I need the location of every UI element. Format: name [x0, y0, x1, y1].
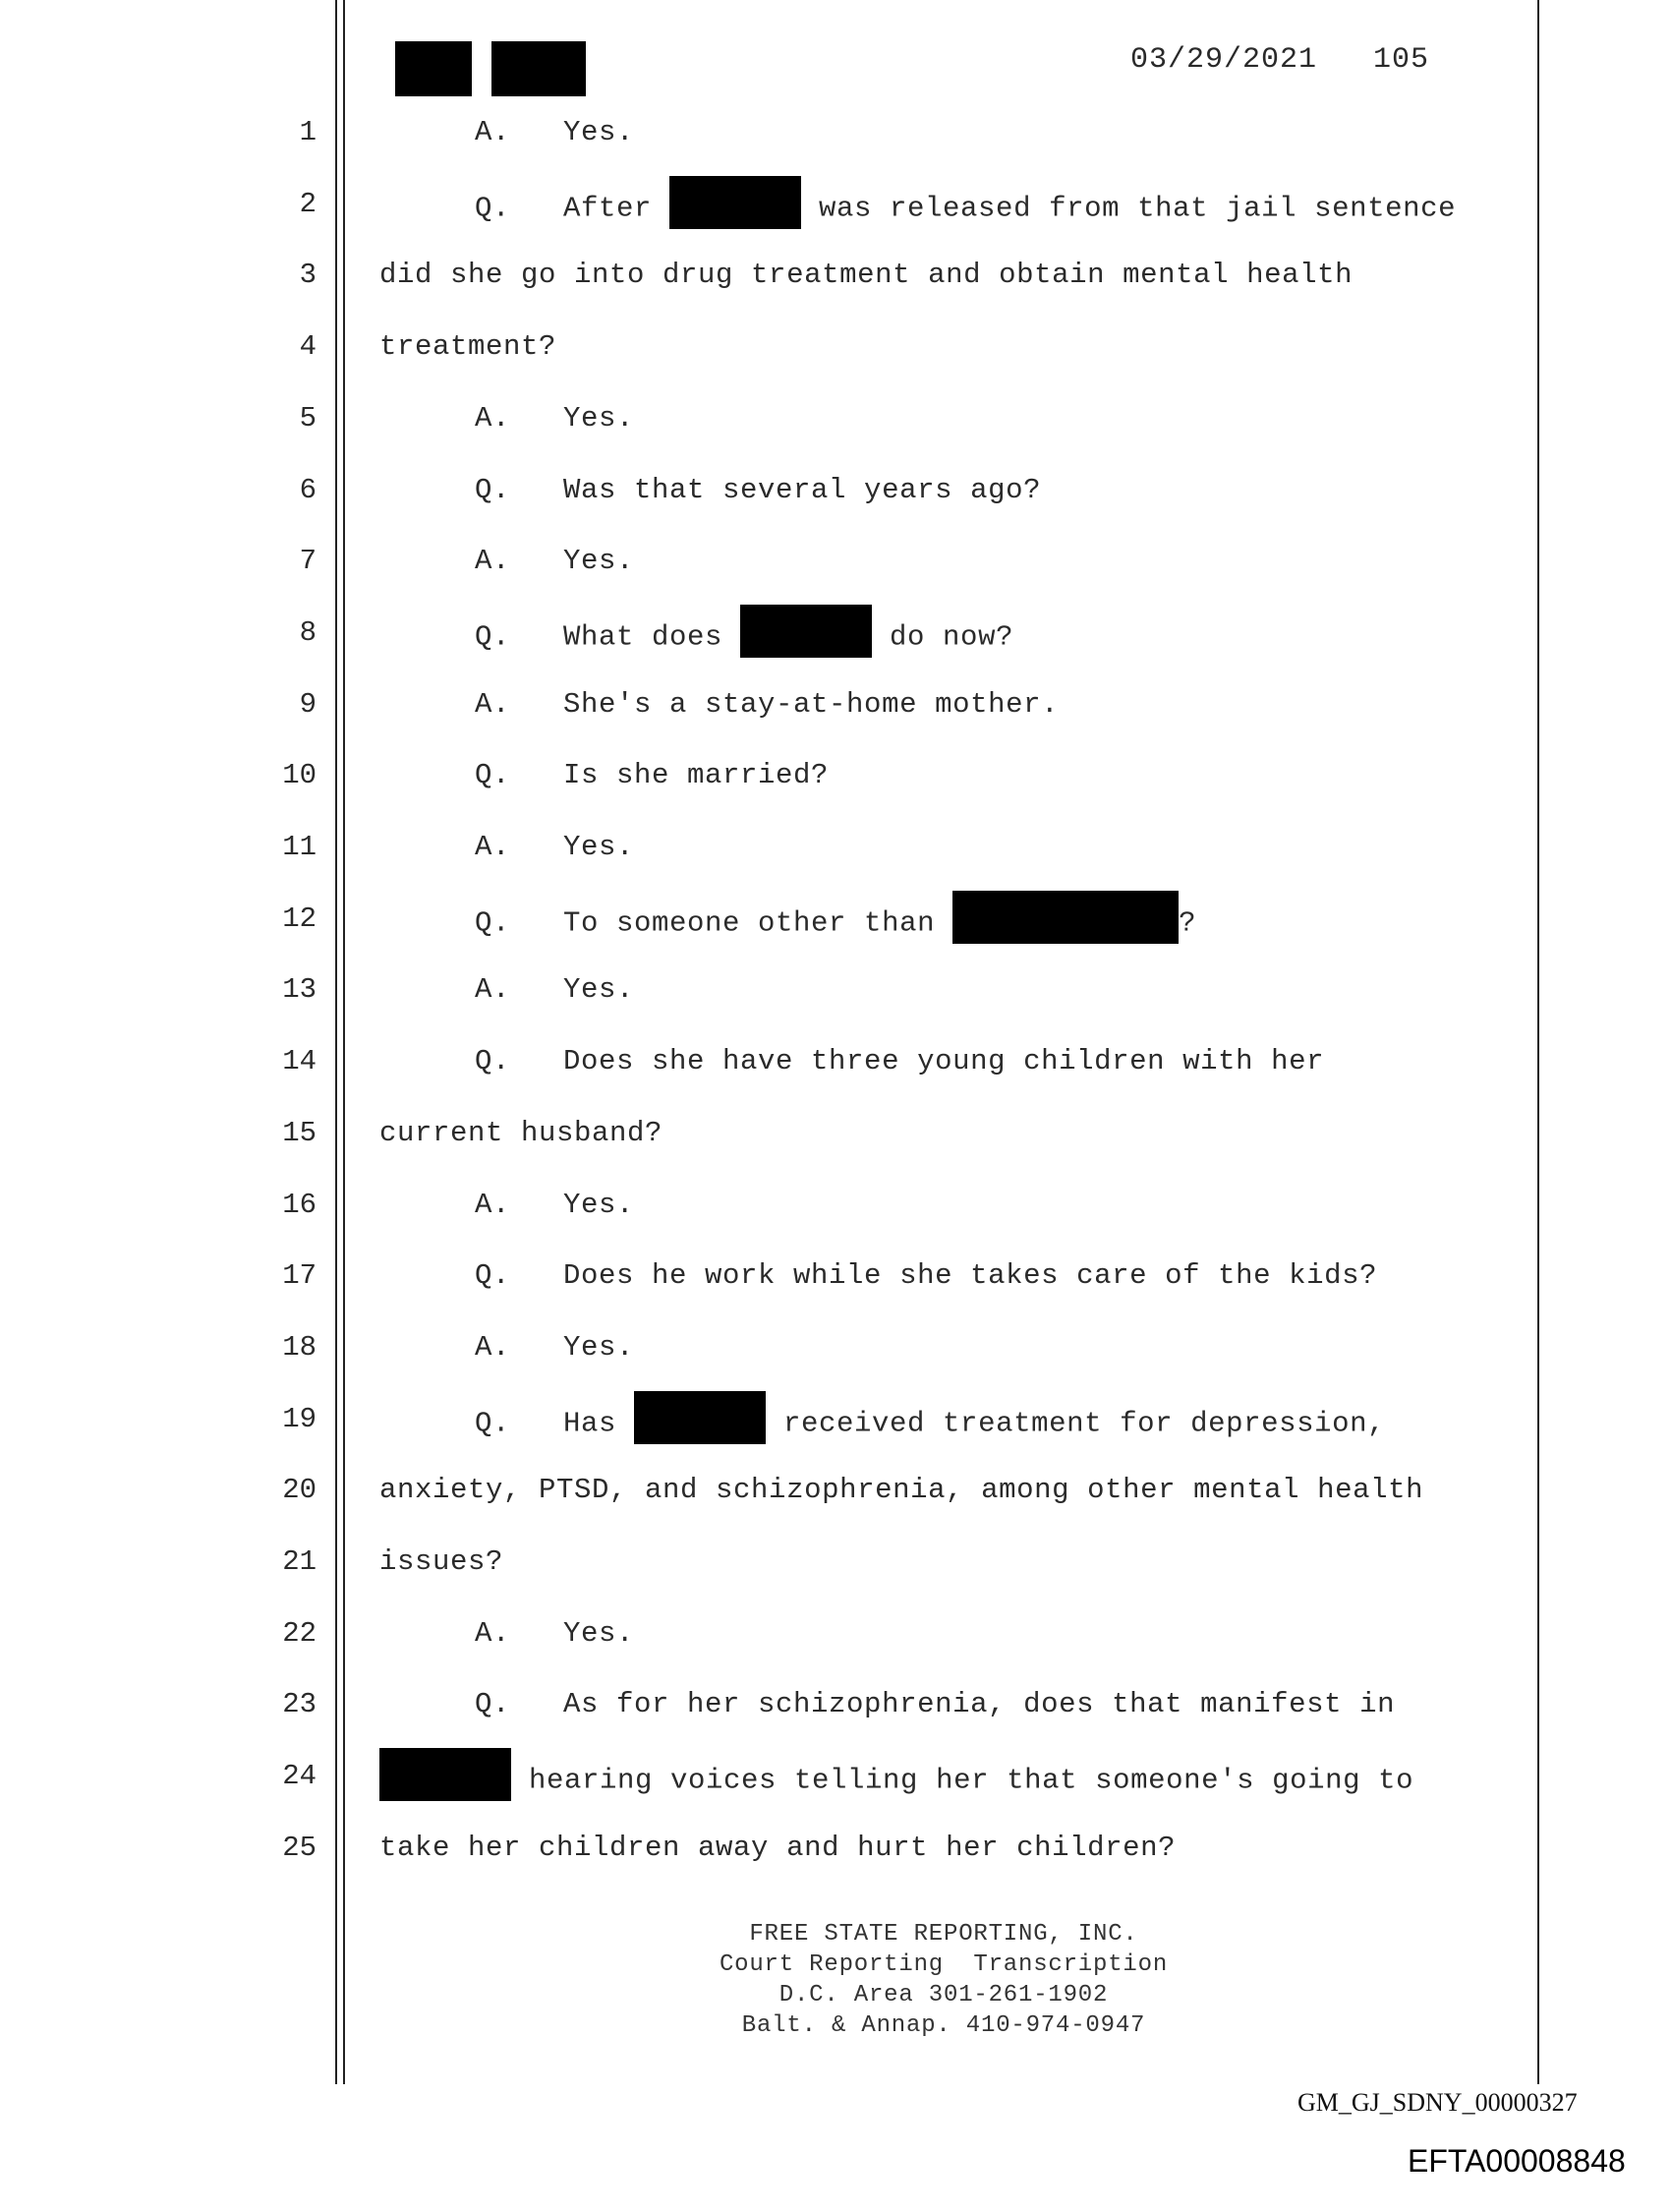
- line-segment: Q. After: [475, 192, 670, 225]
- line-segment: received treatment for depression,: [766, 1407, 1386, 1440]
- line-segment: current husband?: [379, 1116, 663, 1149]
- transcript-line: [0, 1474, 1671, 1544]
- transcript-line: [0, 1688, 1671, 1759]
- line-text: [379, 330, 556, 363]
- line-number: 15: [282, 1116, 317, 1149]
- transcript-line: [0, 1117, 1671, 1188]
- line-text: [475, 1189, 634, 1221]
- line-segment: A. Yes.: [475, 1330, 635, 1364]
- transcript-line: [0, 1189, 1671, 1259]
- footer-balt-phone: Balt. & Annap. 410-974-0947: [741, 2012, 1146, 2039]
- line-segment: treatment?: [379, 330, 557, 364]
- line-number: 22: [282, 1616, 317, 1650]
- transcript-line: [0, 1832, 1671, 1902]
- line-segment: A. Yes.: [475, 1616, 635, 1650]
- header-redaction-1: [395, 41, 472, 96]
- line-segment: A. Yes.: [475, 401, 635, 435]
- transcript-line: [0, 1617, 1671, 1688]
- line-number: 2: [299, 187, 317, 220]
- line-text: [475, 688, 1059, 721]
- transcript-line: [0, 902, 1671, 973]
- line-segment: A. Yes.: [475, 1188, 635, 1221]
- line-segment: Q. Is she married?: [475, 759, 830, 792]
- transcript-line: [0, 330, 1671, 401]
- line-number: 13: [282, 973, 317, 1007]
- line-text: [475, 1045, 1324, 1077]
- line-segment: do now?: [872, 620, 1014, 654]
- line-segment: issues?: [379, 1545, 504, 1578]
- transcript-line: [0, 259, 1671, 329]
- line-text: [475, 759, 829, 791]
- line-segment: Q. Does he work while she takes care of the kids?: [475, 1259, 1378, 1293]
- line-number: 3: [299, 259, 317, 292]
- line-number: 16: [282, 1188, 317, 1221]
- line-text: [379, 1760, 1413, 1801]
- line-number: 19: [282, 1402, 317, 1435]
- line-text: [475, 831, 634, 863]
- line-number: 24: [282, 1760, 317, 1793]
- transcript-line: [0, 116, 1671, 187]
- transcript-line: [0, 1545, 1671, 1616]
- line-text: [379, 1545, 503, 1578]
- line-segment: A. Yes.: [475, 545, 635, 578]
- line-number: 4: [299, 330, 317, 364]
- transcript-line: [0, 973, 1671, 1044]
- line-number: 25: [282, 1831, 317, 1864]
- efta-number: EFTA00008848: [1408, 2143, 1626, 2179]
- line-number: 11: [282, 831, 317, 863]
- footer-services: Court Reporting Transcription: [719, 1951, 1169, 1978]
- line-number: 14: [282, 1045, 317, 1078]
- transcript-line: [0, 759, 1671, 830]
- line-number: 18: [282, 1330, 317, 1364]
- line-text: [379, 1832, 1176, 1864]
- line-number: 8: [299, 615, 317, 649]
- redaction-block: [952, 891, 1179, 944]
- line-text: [475, 1331, 634, 1364]
- transcript-line: [0, 188, 1671, 259]
- footer-dc-phone: D.C. Area 301-261-1902: [778, 1982, 1109, 2008]
- header-date: 03/29/2021: [1130, 43, 1318, 77]
- line-text: [475, 402, 634, 435]
- line-segment: was released from that jail sentence: [801, 192, 1457, 225]
- line-number: 17: [282, 1259, 317, 1293]
- transcript-line: [0, 1403, 1671, 1474]
- line-segment: Q. Does she have three young children with her: [475, 1045, 1325, 1078]
- footer-company: FREE STATE REPORTING, INC.: [749, 1921, 1138, 1948]
- line-text: [475, 973, 634, 1006]
- bates-number: GM_GJ_SDNY_00000327: [1297, 2088, 1578, 2117]
- line-text: [475, 1688, 1395, 1720]
- line-number: 20: [282, 1474, 317, 1507]
- redaction-block: [379, 1748, 511, 1801]
- line-text: [475, 902, 1196, 944]
- transcript-line: [0, 1331, 1671, 1402]
- transcript-line: [0, 1760, 1671, 1831]
- transcript-line: [0, 474, 1671, 545]
- redaction-block: [740, 605, 872, 658]
- line-text: [379, 259, 1353, 291]
- header-meta: [1130, 43, 1429, 77]
- line-segment: Q. What does: [475, 620, 741, 654]
- line-number: 21: [282, 1545, 317, 1578]
- line-text: [475, 1617, 634, 1650]
- line-segment: A. Yes.: [475, 116, 635, 148]
- line-number: 9: [299, 687, 317, 721]
- header-redaction-2: [491, 41, 586, 96]
- line-segment: ?: [1179, 906, 1197, 940]
- line-segment: anxiety, PTSD, and schizophrenia, among other mental health: [379, 1474, 1424, 1507]
- transcript-line: [0, 1259, 1671, 1330]
- reporter-footer: [590, 1919, 1297, 2041]
- transcript-line: [0, 402, 1671, 473]
- transcript-line: [0, 1045, 1671, 1116]
- redaction-block: [634, 1391, 766, 1444]
- line-segment: hearing voices telling her that someone's going to: [511, 1764, 1414, 1797]
- line-number: 10: [282, 759, 317, 792]
- line-text: [475, 1259, 1377, 1292]
- line-text: [475, 1403, 1385, 1444]
- line-text: [475, 545, 634, 577]
- line-number: 7: [299, 545, 317, 578]
- line-text: [475, 474, 1041, 506]
- transcript-line: [0, 831, 1671, 902]
- transcript-line: [0, 616, 1671, 687]
- line-segment: A. She's a stay-at-home mother.: [475, 687, 1060, 721]
- line-text: [475, 188, 1456, 229]
- line-text: [475, 616, 1013, 658]
- line-segment: Q. Was that several years ago?: [475, 473, 1042, 506]
- line-segment: did she go into drug treatment and obtain mental health: [379, 259, 1354, 292]
- line-segment: take her children away and hurt her children?: [379, 1831, 1177, 1864]
- line-text: [379, 1117, 663, 1149]
- line-text: [379, 1474, 1423, 1506]
- line-text: [475, 116, 634, 148]
- line-segment: Q. Has: [475, 1407, 635, 1440]
- line-number: 12: [282, 902, 317, 935]
- line-segment: Q. As for her schizophrenia, does that manifest in: [475, 1688, 1396, 1721]
- line-number: 1: [299, 116, 317, 148]
- line-segment: A. Yes.: [475, 831, 635, 863]
- header-page-number: 105: [1373, 43, 1430, 77]
- line-segment: A. Yes.: [475, 973, 635, 1007]
- line-number: 5: [299, 401, 317, 435]
- line-segment: Q. To someone other than: [475, 906, 953, 940]
- transcript-line: [0, 688, 1671, 759]
- line-number: 23: [282, 1688, 317, 1721]
- line-number: 6: [299, 473, 317, 506]
- redaction-block: [669, 176, 801, 229]
